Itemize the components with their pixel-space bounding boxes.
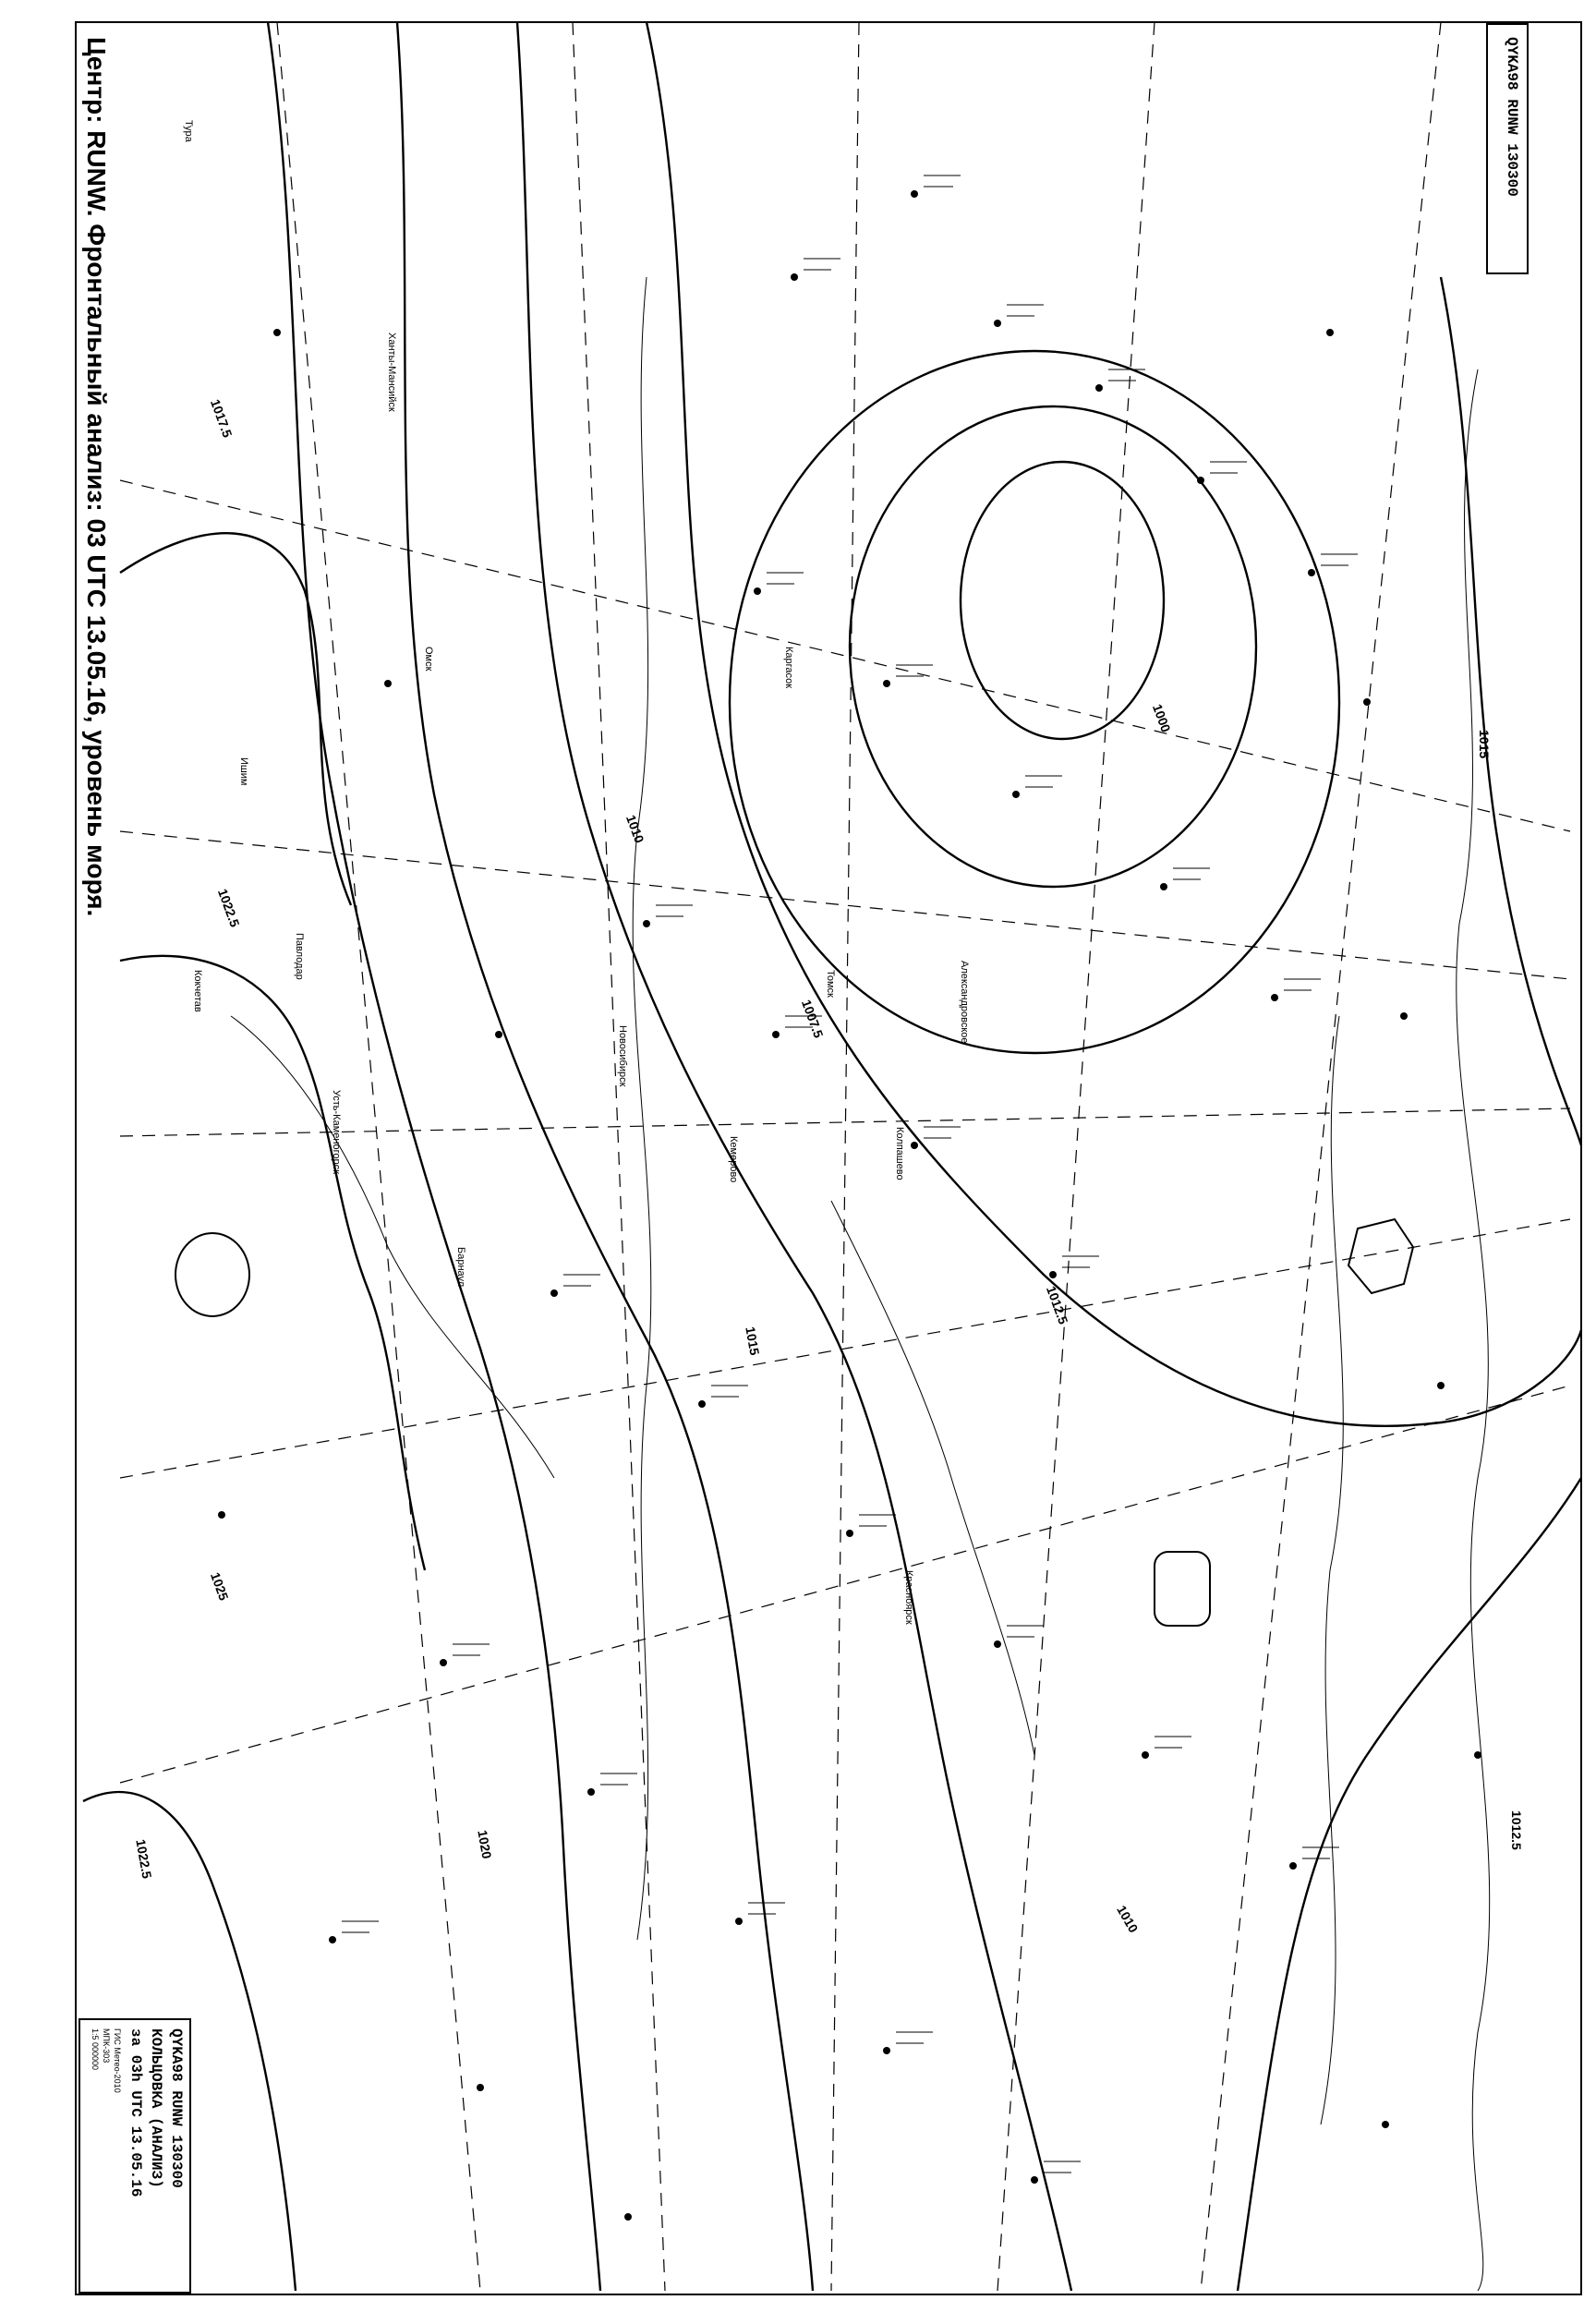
station-name: Усть-Каменогорск	[331, 1090, 342, 1174]
legend-line2: КОЛЬЦОВКА (АНАЛИЗ)	[148, 2028, 164, 2188]
station-name: Томск	[825, 970, 836, 998]
isobar-label: 1000	[1149, 702, 1174, 734]
top-right-code: QYKA98 RUNW 130300	[1504, 37, 1520, 197]
station-name: Тура	[183, 120, 194, 142]
isobar-label: 1010	[623, 813, 647, 845]
station-name: Барнаул	[455, 1247, 466, 1288]
isobar-label: 1022.5	[214, 887, 243, 929]
legend-credit1: ГИС Метео-2010	[113, 2028, 122, 2093]
isobar-label: 1012.5	[1043, 1284, 1071, 1326]
isobar-label: 1022.5	[133, 1838, 155, 1880]
isobar-label: 1020	[475, 1829, 495, 1860]
station-name: Кокчетав	[192, 970, 203, 1012]
legend-credit2: МПК-303	[102, 2028, 111, 2064]
station-name: Омск	[423, 647, 434, 672]
legend-line1: QYKA98 RUNW 130300	[168, 2028, 185, 2188]
station-name: Ханты-Мансийск	[386, 333, 397, 412]
isobar-label: 1007.5	[798, 998, 827, 1040]
map-frame	[76, 22, 1581, 2294]
legend-credit3: 1:5 000000	[91, 2028, 100, 2071]
isobar-label: 1015	[743, 1326, 763, 1357]
isobar-label: 1017.5	[207, 397, 236, 440]
station-name: Ишим	[238, 757, 249, 786]
geography-lines	[231, 277, 1490, 2291]
station-name: Красноярск	[903, 1570, 914, 1625]
station-name: Кемерово	[728, 1136, 739, 1183]
isobar-label: 1025	[207, 1570, 232, 1603]
main-title: Центр: RUNW. Фронтальный анализ: 03 UTC 13.05.16, уровень моря.	[82, 37, 111, 917]
station-name: Александровское	[959, 961, 970, 1044]
station-plots	[342, 176, 1358, 2173]
station-name: Колпашево	[894, 1127, 905, 1180]
isobar-label: 1010	[1114, 1903, 1142, 1935]
isobar-label: 1015	[1477, 730, 1492, 759]
station-name: Павлодар	[294, 933, 305, 980]
isobar-label: 1012.5	[1509, 1810, 1524, 1850]
closed-contours	[175, 1219, 1413, 1626]
station-name: Новосибирск	[617, 1025, 628, 1087]
legend-line3: за 03h UTC 13.05.16	[127, 2028, 144, 2197]
station-name: Каргасок	[783, 647, 794, 689]
